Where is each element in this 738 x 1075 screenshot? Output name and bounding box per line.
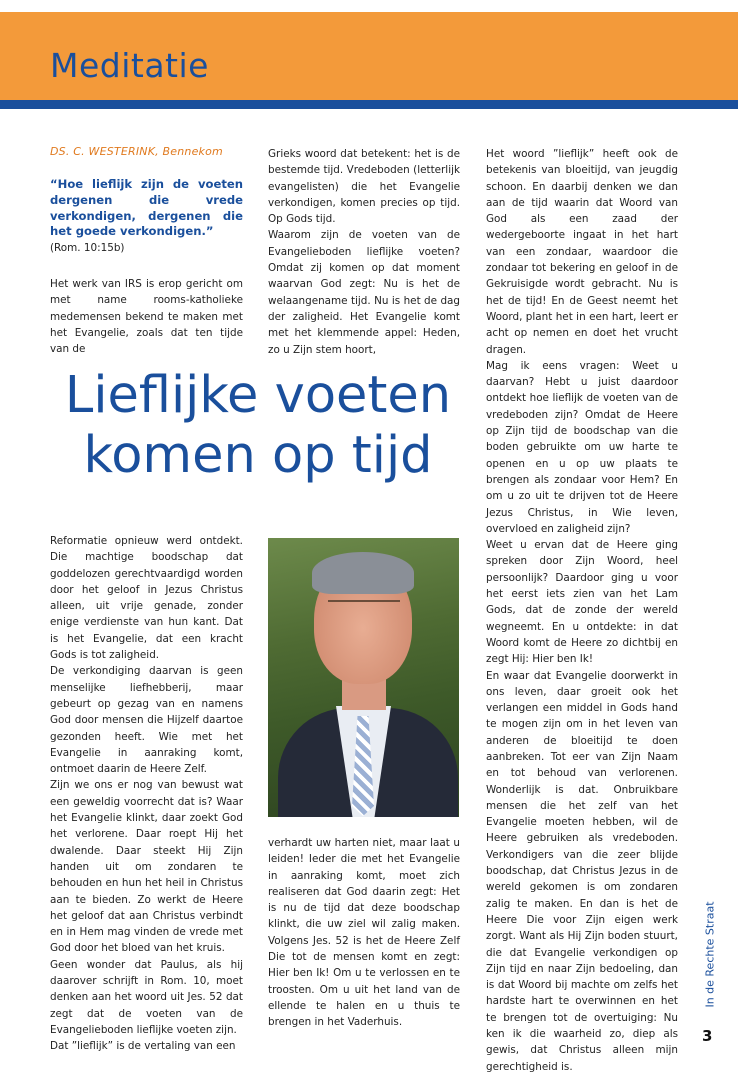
photo-hair xyxy=(312,552,414,594)
column-1-bottom xyxy=(50,533,243,1055)
photo-glasses xyxy=(328,600,400,618)
header-rule xyxy=(0,100,738,109)
paragraph: Reformatie opnieuw werd ontdekt. Die machtige boodschap dat goddelozen gerechtvaardigd worden door het geloof in Jezus Christus alleen, uit vrije genade, zonder enige verdienste van hun kant. Dat is het Evangelie, dat een kracht Gods is tot zaligheid. xyxy=(50,535,243,662)
paragraph: Waarom zijn de voeten van de Evangelieboden lieflijke voeten? Omdat zij komen op dat moment waarvan God zegt: Nu is het de welaangename tijd. Nu is het de dag der zaligheid. Het Evangelie komt met het klemmende appel: Heden, zo u Zijn stem hoort, xyxy=(268,229,460,356)
column-2-top xyxy=(268,146,460,358)
author-photo xyxy=(268,538,459,817)
column-2-bottom xyxy=(268,835,460,1031)
paragraph: Grieks woord dat betekent: het is de bestemde tijd. Vredeboden (letterlijk evangelisten) die het Evangelie verkondigen, komen precies op tijd. Op Gods tijd. xyxy=(268,148,460,226)
paragraph: verhardt uw harten niet, maar laat u leiden! Ieder die met het Evangelie in aanraking komt, moet zich realiseren dat God daarin zegt: Het is nu de tijd dat deze boodschap klinkt, die uw ziel wil zalig maken. Volgens Jes. 52 is het de Heere Zelf Die tot de mensen komt en zegt: Hier ben Ik! Om u te verlossen en te troosten. Om u uit het land van de ellende te halen en u thuis te brengen in het Vaderhuis. xyxy=(268,837,460,1029)
quote-reference: (Rom. 10:15b) xyxy=(50,242,125,254)
page-number: 3 xyxy=(702,1027,713,1045)
lead-quote: “Hoe lieflijk zijn de voeten dergenen die vrede verkondigen, dergenen die het goede verkondigen.” xyxy=(50,177,243,239)
paragraph: Geen wonder dat Paulus, als hij daarover schrijft in Rom. 10, moet denken aan het woord uit Jes. 52 dat zegt dat de voeten van de Evangelieboden lieflijke voeten zijn. xyxy=(50,958,243,1036)
title-line-2: komen op tijd xyxy=(83,426,433,485)
paragraph: De verkondiging daarvan is geen menselijke liefhebberij, maar gebeurt op gezag van en namens God door mensen die Hijzelf daartoe gezonden heeft. Wie met het Evangelie in aanraking komt, ontmoet daarin de Heere Zelf. xyxy=(50,665,243,776)
column-3 xyxy=(486,146,678,1075)
top-margin xyxy=(0,0,738,12)
section-title: Meditatie xyxy=(50,46,209,85)
paragraph: Dat ”lieflijk” is de vertaling van een xyxy=(50,1040,236,1053)
column-1-top xyxy=(50,276,243,357)
paragraph: Weet u ervan dat de Heere ging spreken door Zijn Woord, heel persoonlijk? Daardoor ging u voor het eerst iets zien van het Lam Gods, dat de zonde der wereld wegneemt. En u ontdekte: in dat Woord komt de Heere zo dichtbij en zegt Hij: Hier ben Ik! xyxy=(486,539,678,666)
paragraph: Zijn we ons er nog van bewust wat een geweldig voorrecht dat is? Waar het Evangelie klinkt, daar zoekt God het verlorene. Daar roept Hij het dwalende. Daar steekt Hij Zijn handen uit om zondaren te behouden en hun het heil in Christus aan te bieden. Zo werkt de Heere het geloof dat aan Christus verbindt en in Hem mag vinden de vrede met God door het bloed van het kruis. xyxy=(50,779,243,955)
paragraph: En waar dat Evangelie doorwerkt in ons leven, daar groeit ook het verlangen een middel in Gods hand te mogen zijn om in het leven van anderen de bloeitijd te doen aanbreken. Tot eer van Zijn Naam en tot behoud van verlorenen. Wonderlijk is dat. Onbruikbare mensen die het zelf van het Evangelie moeten hebben, wil de Heere gebruiken als vredeboden. Verkondigers van die zeer blijde boodschap, dat Christus Jezus in de wereld gekomen is om zondaren zalig te maken. En dan is het de Heere Die voor Zijn eigen werk zorgt. Want als Hij Zijn boden stuurt, die dat Evangelie verkondigen op Zijn tijd en naar Zijn bedoeling, dan is dat Woord bij machte om zelfs het hardste hart te overwinnen en het te brengen tot de overtuiging: Nu ken ik die waarheid zo, diep als gewis, dat Christus alleen mijn gerechtigheid is. xyxy=(486,669,678,1073)
title-line-1: Lieflijke voeten xyxy=(64,366,452,425)
article-title xyxy=(40,366,476,486)
magazine-name-label: In de Rechte Straat xyxy=(703,901,717,1008)
paragraph: Mag ik eens vragen: Weet u daarvan? Hebt u juist daardoor ontdekt hoe lieflijk de voeten van de vredeboden zijn? Omdat de Heere op Zijn tijd de boodschap van die boden gebruikte om uw harte te openen en u op uw plaats te brengen als zondaar voor Hem? En om u zo uit te drijven tot de Heere Jezus Christus, in Wie leven, overvloed en zaligheid zijn? xyxy=(486,359,678,535)
paragraph: Het woord ”lieflijk” heeft ook de betekenis van bloeitijd, van jeugdig schoon. En daarbij denken we dan aan de tijd waarin dat Woord van God als een zaad der wedergeboorte ingaat in het hart van een zondaar, waardoor die zondaar tot bekering en geloof in de Gekruisigde wordt gebracht. Nu is het de tijd! En de Geest neemt het Woord, plant het in een hart, leert er acht op nemen en doet het vrucht dragen. xyxy=(486,148,678,356)
author-byline: DS. C. WESTERINK, Bennekom xyxy=(50,145,223,158)
paragraph: Het werk van IRS is erop gericht om met name rooms-katholieke medemensen bekend te maken met het Evangelie, zoals dat ten tijde van de xyxy=(50,278,243,356)
magazine-name xyxy=(701,890,719,1025)
